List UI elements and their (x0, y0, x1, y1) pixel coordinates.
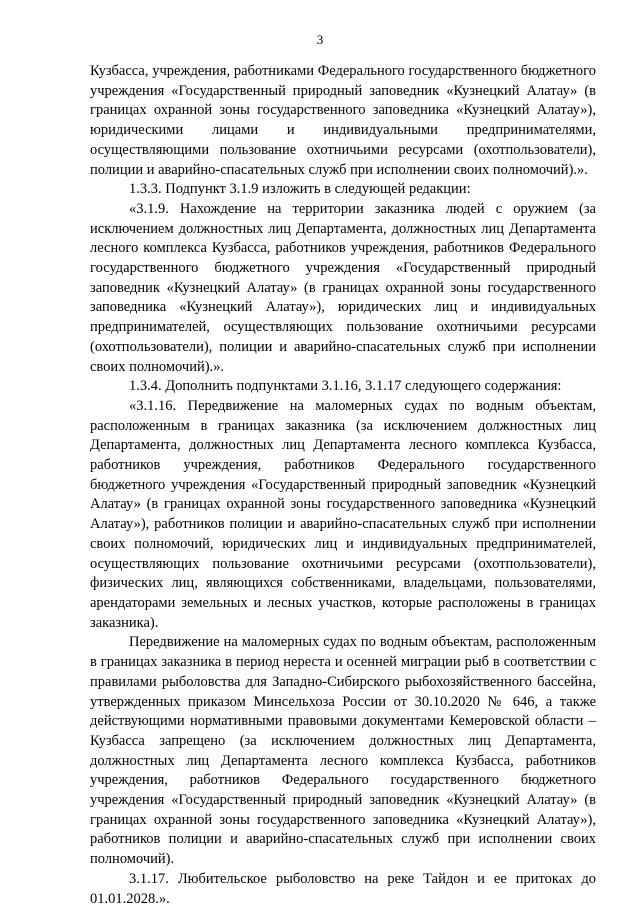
paragraph-3-1-17: 3.1.17. Любительское рыболовство на реке Тайдон и ее притоках до 01.01.2028.». (90, 870, 596, 907)
document-body (90, 62, 596, 909)
paragraph-continuation: Кузбасса, учреждения, работниками Федерального государственного бюджетного учреждения «Государственный природный заповедник «Кузнецкий Алатау» (в границах охранной зоны государственного заповедника «Кузнецкий Алатау»), юридическими лицами и индивидуальными предпринимателями, осуществляющими пользование охотничьими ресурсами (охотпользователи), полиции и аварийно-спасательных служб при исполнении своих полномочий).». (90, 63, 596, 178)
paragraph-1-3-3: 1.3.3. Подпункт 3.1.9 изложить в следующей редакции: (129, 181, 471, 198)
paragraph-3-1-9: «3.1.9. Нахождение на территории заказника людей с оружием (за исключением должностных лиц Департамента, должностных лиц Департамента лесного комплекса Кузбасса, работников учреждения, работников Федерального государственного бюджетного учреждения «Государственный природный заповедник «Кузнецкий Алатау» (в границах охранной зоны государственного заповедника «Кузнецкий Алатау»), юридических лиц и индивидуальных предпринимателей, осуществляющих пользование охотничьими ресурсами (охотпользователи), полиции и аварийно-спасательных служб при исполнении своих полномочий).». (90, 200, 596, 375)
page-number: 3 (316, 32, 324, 47)
paragraph-3-1-16: «3.1.16. Передвижение на маломерных судах по водным объектам, расположенным в границах заказника (за исключением должностных лиц Департамента, должностных лиц Департамента лесного комплекса Кузбасса, работников учреждения, работников Федерального государственного бюджетного учреждения «Государственный природный заповедник «Кузнецкий Алатау» (в границах охранной зоны государственного заповедника «Кузнецкий Алатау»), работников полиции и аварийно-спасательных служб при исполнении своих полномочий, юридических лиц и индивидуальных предпринимателей, осуществляющих пользование охотничьими ресурсами (охотпользователи), физических лиц, являющихся собственниками, владельцами, пользователями, арендаторами земельных и лесных участков, которые расположены в границах заказника). (90, 397, 596, 631)
paragraph-1-3-4: 1.3.4. Дополнить подпунктами 3.1.16, 3.1.17 следующего содержания: (129, 378, 562, 395)
paragraph-vessel-movement: Передвижение на маломерных судах по водным объектам, расположенным в границах заказника в период нереста и осенней миграции рыб в соответствии с правилами рыболовства для Западно-Сибирского рыбохозяйственного бассейна, утвержденных приказом Минсельхоза России от 30.10.2020 № 646, а также действующими нормативными правовыми документами Кемеровской области – Кузбасса запрещено (за исключением должностных лиц Департамента, должностных лиц Департамента лесного комплекса Кузбасса, работников учреждения, работников Федерального государственного бюджетного учреждения «Государственный природный заповедник «Кузнецкий Алатау» (в границах охранной зоны государственного заповедника «Кузнецкий Алатау»), работников полиции и аварийно-спасательных служб при исполнении своих полномочий). (90, 634, 596, 868)
